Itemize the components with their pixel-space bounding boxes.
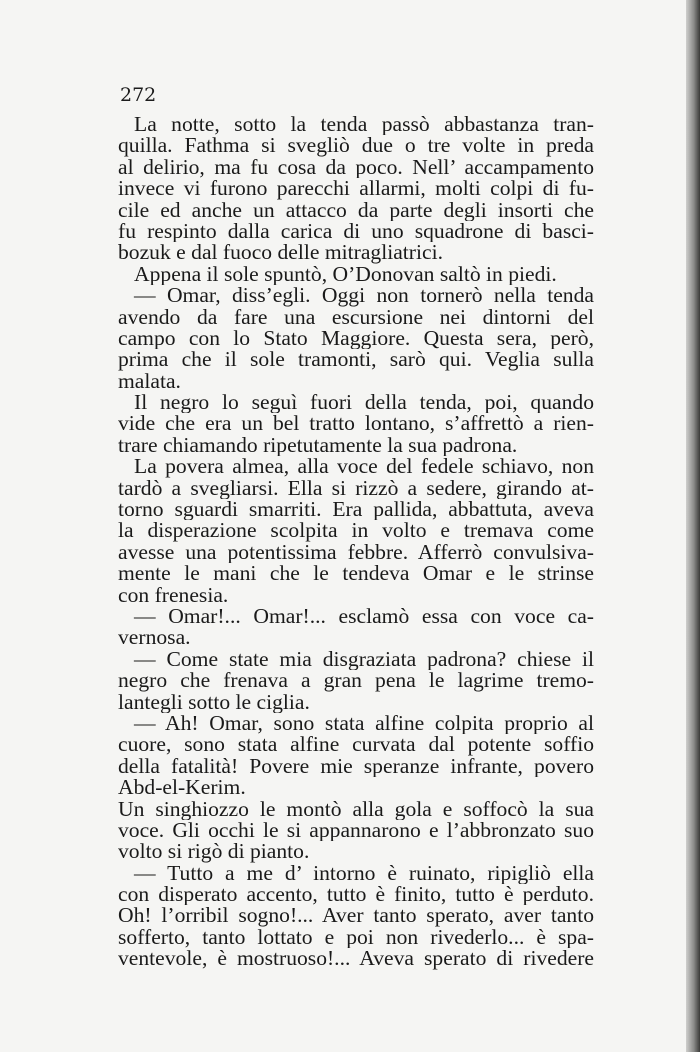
text-line: cuore, sono stata alfine curvata dal potente soffio — [118, 734, 594, 756]
text-line: sofferto, tanto lottato e poi non rivederlo... è spa- — [118, 926, 594, 949]
text-line: della fatalità! Povere mie speranze infrante, povero — [118, 755, 594, 778]
text-line: torno sguardi smarriti. Era pallida, abbattuta, aveva — [118, 499, 594, 521]
text-line: prima che il sole tramonti, sarò qui. Veglia sulla — [118, 349, 594, 371]
body-text — [118, 114, 594, 970]
text-line: bozuk e dal fuoco delle mitragliatrici. — [118, 242, 443, 264]
text-line: — Come state mia disgraziata padrona? chiese il — [134, 648, 594, 671]
text-line: invece vi furono parecchi allarmi, molti colpi di fu- — [118, 178, 594, 200]
text-line: ventevole, è mostruoso!... Aveva sperato di rivedere — [118, 948, 594, 970]
text-line: Il negro lo seguì fuori della tenda, poi, quando — [134, 392, 594, 414]
text-line: La notte, sotto la tenda passò abbastanza tran- — [134, 114, 594, 136]
text-line: La povera almea, alla voce del fedele schiavo, non — [134, 456, 594, 478]
text-line: negro che frenava a gran pena le lagrime tremo- — [118, 670, 594, 692]
text-line: con frenesia. — [118, 584, 229, 606]
text-line: — Tutto a me d’ intorno è ruinato, ripigliò ella — [134, 862, 594, 885]
text-line: fu respinto dalla carica di uno squadrone di basci- — [118, 220, 594, 243]
page-edge-shadow — [686, 0, 700, 1052]
text-line: — Ah! Omar, sono stata alfine colpita proprio al — [134, 712, 594, 735]
text-line: malata. — [118, 370, 181, 393]
text-line: al delirio, ma fu cosa da poco. Nell’ accampamento — [118, 156, 594, 179]
text-line: avesse una potentissima febbre. Afferrò convulsiva- — [118, 541, 594, 564]
text-line: Appena il sole spuntò, O’Donovan saltò in piedi. — [134, 263, 557, 286]
text-line: avendo da fare una escursione nei dintorni del — [118, 306, 594, 328]
text-line: volto si rigò di pianto. — [118, 841, 310, 863]
text-line: Abd-el-Kerim. — [118, 777, 246, 799]
text-line: tardò a svegliarsi. Ella si rizzò a sedere, girando at- — [118, 477, 594, 500]
text-line: vide che era un bel tratto lontano, s’affrettò a rien- — [118, 413, 594, 435]
text-line: con disperato accento, tutto è finito, tutto è perduto. — [118, 884, 594, 906]
text-line: vernosa. — [118, 627, 191, 649]
text-line: quilla. Fathma si svegliò due o tre volte in preda — [118, 135, 594, 157]
text-line: lantegli sotto le ciglia. — [118, 691, 310, 713]
text-line: la disperazione scolpita in volto e tremava come — [118, 520, 594, 542]
page-number: 272 — [120, 84, 157, 106]
text-line: Oh! l’orribil sogno!... Aver tanto sperato, aver tanto — [118, 905, 594, 927]
text-line: Un singhiozzo le montò alla gola e soffocò la sua — [118, 798, 594, 820]
text-line: mente le mani che le tendeva Omar e le strinse — [118, 563, 594, 585]
text-line: — Omar, diss’egli. Oggi non tornerò nella tenda — [134, 285, 594, 307]
text-line: trare chiamando ripetutamente la sua padrona. — [118, 434, 518, 457]
text-line: campo con lo Stato Maggiore. Questa sera, però, — [118, 327, 594, 350]
text-line: voce. Gli occhi le si appannarono e l’abbronzato suo — [118, 819, 594, 842]
text-line: cile ed anche un attacco da parte degli insorti che — [118, 199, 594, 221]
text-line: — Omar!... Omar!... esclamò essa con voce ca- — [134, 605, 594, 628]
